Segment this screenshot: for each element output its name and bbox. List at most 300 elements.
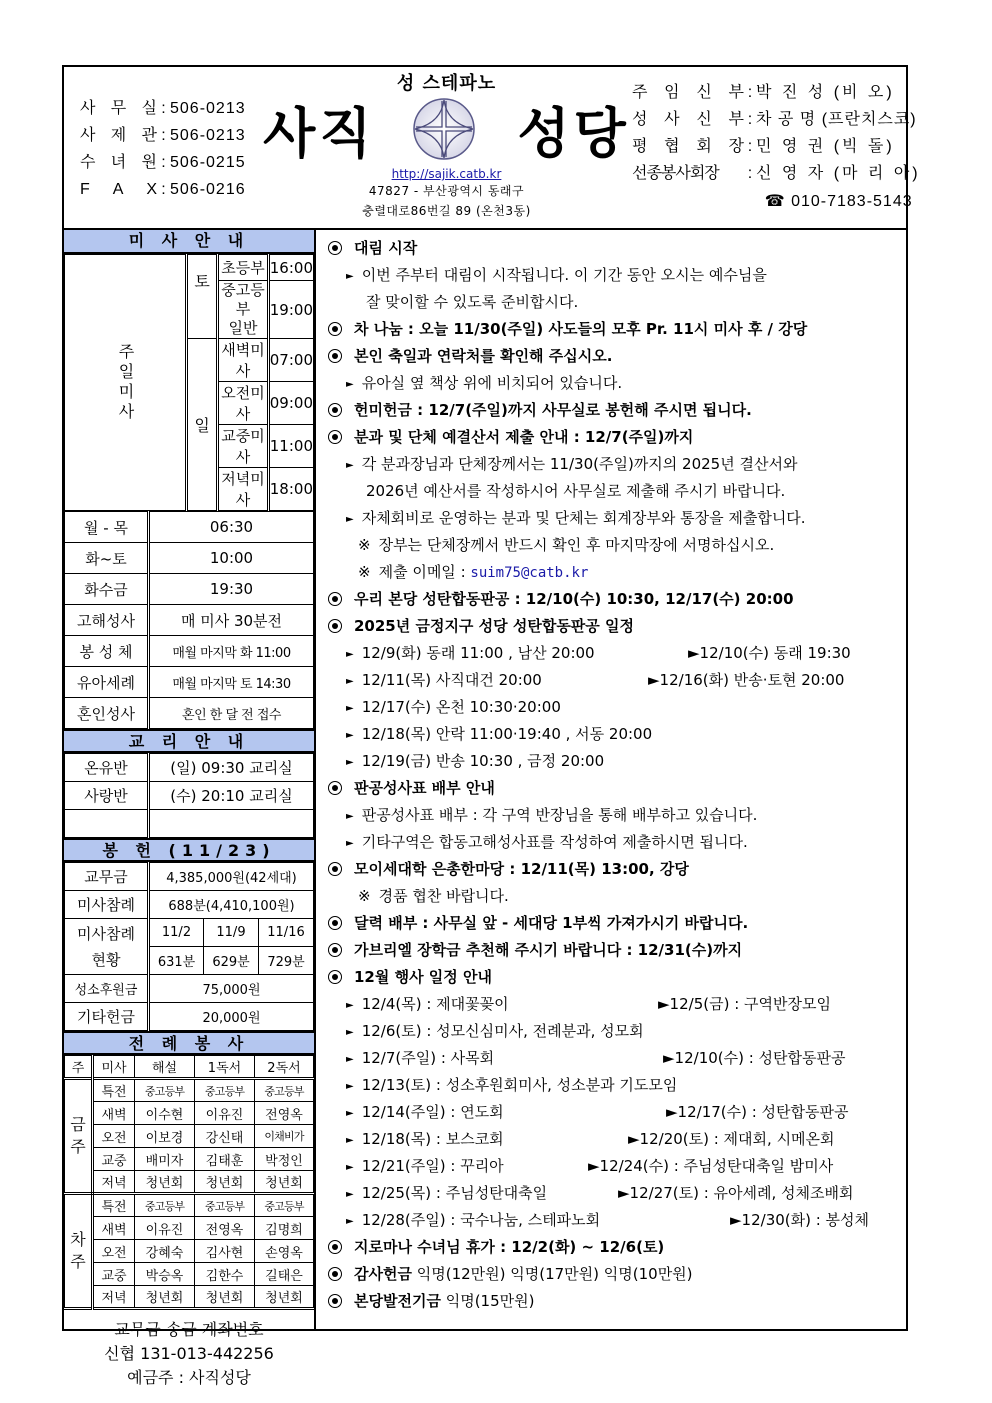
reader-1: 청년회: [195, 1286, 255, 1309]
schedule-time: 10:00: [149, 543, 314, 574]
table-header-row: [65, 1056, 314, 1079]
triangle-bullet-icon: ►: [346, 1162, 354, 1173]
notice-item-text: 12/21(주일) : 꾸리아: [361, 1157, 504, 1175]
notice-heading-text: 판공성사표 배부 안내: [354, 779, 495, 797]
label-char: 수: [80, 154, 97, 171]
saturday-label: 토: [187, 255, 218, 339]
mass-name: 새벽미사: [218, 339, 269, 382]
notice-item-pair: [318, 1180, 906, 1207]
reader-1: 이유진: [195, 1102, 255, 1125]
notice-heading-text: 헌미헌금 : 12/7(주일)까지 사무실로 봉헌해 주시면 됩니다.: [354, 401, 752, 419]
label-text: 선종봉사회장: [632, 165, 719, 182]
label-char: 사: [80, 100, 97, 117]
triangle-bullet-icon: ►: [346, 1108, 354, 1119]
radio-bullet-icon: [328, 1294, 342, 1308]
week-label: [65, 1194, 93, 1309]
notice-heading: [318, 397, 906, 424]
offering-name: 교무금: [65, 863, 149, 891]
triangle-bullet-icon: ►: [346, 1189, 354, 1200]
commentator: 청년회: [135, 1171, 195, 1194]
mass-type: 저녁: [93, 1286, 135, 1309]
triangle-bullet-icon: ►: [663, 1049, 675, 1067]
triangle-bullet-icon: ►: [666, 1103, 678, 1121]
notice-item: [318, 1180, 547, 1208]
bulletin-page: [62, 65, 921, 1387]
notice-item-text: 12/27(토) : 유아세례, 성체조배회: [629, 1184, 854, 1202]
label-char: 실: [141, 100, 158, 117]
notice-note-text: 장부는 단체장께서 반드시 확인 후 마지막장에 서명하십시오.: [378, 536, 775, 554]
notice-item-text: 판공성사표 배부 : 각 구역 반장님을 통해 배부하고 있습니다.: [361, 806, 758, 824]
table-row: [65, 1217, 314, 1240]
notice-heading-text: 12월 행사 일정 안내: [354, 968, 492, 986]
reader-2: 중고등부: [255, 1194, 314, 1217]
notice-note-text: 경품 협찬 바랍니다.: [378, 887, 509, 905]
phone-number: 010-7183-5143: [791, 193, 913, 210]
notice-item-text: 12/4(목) : 제대꽃꽂이: [361, 995, 509, 1013]
radio-bullet-icon: [328, 619, 342, 633]
notice-item-text: 12/18(목) : 보스코회: [361, 1130, 504, 1148]
column-header: 주: [65, 1056, 93, 1079]
reader-2: 손영옥: [255, 1240, 314, 1263]
commentator: 박승옥: [135, 1263, 195, 1286]
notice-heading: [318, 856, 906, 883]
notice-item-text: 12/6(토) : 성모신심미사, 전례분과, 성모회: [361, 1022, 644, 1040]
class-info: [149, 810, 314, 838]
mass-name: 오전미사: [218, 382, 269, 425]
commentator: 이보경: [135, 1125, 195, 1148]
notice-item-pair: [318, 1207, 906, 1234]
commentator: 중고등부: [135, 1079, 195, 1102]
reader-2: 이채비가: [255, 1125, 314, 1148]
week-label-line: 금: [70, 1115, 86, 1134]
mass-type: 특전: [93, 1079, 135, 1102]
notice-item-text: 잘 맞이할 수 있도록 준비합시다.: [366, 293, 579, 311]
label-char: X: [146, 181, 158, 198]
table-row: [65, 1102, 314, 1125]
liturgy-table: [64, 1055, 314, 1310]
notice-item-text: 12/10(수) : 성탄합동판공: [674, 1049, 846, 1067]
column-header: 해설: [135, 1056, 195, 1079]
label-char: 신: [696, 84, 712, 101]
notice-item: [318, 1072, 906, 1099]
notice-heading-text: 우리 본당 성탄합동판공 : 12/10(수) 10:30, 12/17(수) 20:00: [354, 590, 794, 608]
table-row: [65, 1286, 314, 1309]
notice-item: [318, 1126, 504, 1154]
triangle-bullet-icon: ►: [346, 730, 354, 741]
mass-name-line1: 중고등부: [221, 281, 265, 318]
notice-heading-text: 2025년 금정지구 성당 성탄합동판공 일정: [354, 617, 634, 635]
week-label: [65, 1079, 93, 1194]
notice-item-pair: [318, 1099, 906, 1126]
notice-item: [318, 721, 906, 748]
notice-heading: [318, 424, 906, 451]
mass-name: [218, 281, 269, 339]
reader-2: 청년회: [255, 1286, 314, 1309]
notices-list: [318, 235, 906, 1315]
notice-heading: [318, 910, 906, 937]
note-mark-icon: ※: [358, 536, 371, 554]
notice-heading-text: 달력 배부 : 사무실 앞 - 세대당 1부씩 가져가시기 바랍니다.: [354, 914, 749, 932]
triangle-bullet-icon: ►: [648, 671, 660, 689]
phone-icon: ☎: [764, 193, 786, 210]
notice-item: [588, 1153, 833, 1180]
label-char: 사: [664, 111, 680, 128]
contact-fax: [80, 176, 246, 203]
separator: :: [747, 111, 753, 128]
bank-title: 교무금 송금 계좌번호: [114, 1320, 264, 1339]
notice-item: [658, 991, 831, 1018]
schedule-time: 혼인 한 달 전 접수: [149, 698, 314, 729]
table-row: [65, 754, 314, 782]
week-label-line: 주: [70, 1252, 86, 1271]
triangle-bullet-icon: ►: [346, 676, 354, 687]
phone-number: 506-0213: [170, 127, 246, 144]
table-row: [65, 636, 314, 667]
notice-item: [318, 667, 542, 695]
staff-name: 박 진 성 (비 오): [756, 84, 895, 101]
attendance-count: 629분: [204, 947, 259, 975]
bank-account-info: [64, 1310, 314, 1390]
mass-type: 저녁: [93, 1171, 135, 1194]
table-row: [65, 863, 314, 891]
mass-time: 11:00: [268, 425, 313, 468]
triangle-bullet-icon: ►: [346, 811, 354, 822]
notice-item: [318, 1045, 494, 1073]
offering-value: 75,000원: [149, 975, 314, 1003]
staff-list: [632, 79, 921, 215]
patron-saint: 성 스테파노: [396, 73, 497, 94]
table-row: [65, 1194, 314, 1217]
triangle-bullet-icon: ►: [618, 1184, 630, 1202]
triangle-bullet-icon: ►: [346, 460, 354, 471]
mass-time: 16:00: [268, 255, 313, 281]
attendance-count: 631분: [149, 947, 204, 975]
reader-1: 강신태: [195, 1125, 255, 1148]
label-char: 협: [664, 138, 680, 155]
contact-list: [80, 95, 246, 203]
triangle-bullet-icon: ►: [346, 1054, 354, 1065]
notice-item: [648, 667, 844, 694]
offering-name: 성소후원금: [65, 975, 149, 1003]
notice-note: [318, 532, 906, 559]
notice-heading-text: 가브리엘 장학금 추천해 주시기 바랍니다 : 12/31(수)까지: [354, 941, 743, 959]
notice-item: [318, 991, 509, 1019]
schedule-name: 봉 성 체: [65, 636, 149, 667]
notice-heading: [318, 964, 906, 991]
triangle-bullet-icon: ►: [588, 1157, 600, 1175]
label-char: 주: [632, 84, 648, 101]
class-name: 사랑반: [65, 782, 149, 810]
bulletin-header: [64, 67, 921, 230]
label-char: 부: [728, 111, 744, 128]
mass-time: 19:00: [268, 281, 313, 339]
schedule-name: 유아세례: [65, 667, 149, 698]
reader-1: 김한수: [195, 1263, 255, 1286]
notice-item-text: 12/30(화) : 봉성체: [741, 1211, 870, 1229]
reader-2: 길태은: [255, 1263, 314, 1286]
mass-schedule-table: [64, 254, 314, 511]
triangle-bullet-icon: ►: [346, 1135, 354, 1146]
table-row: [65, 512, 314, 543]
notice-email-note: [318, 559, 906, 586]
contact-office: [80, 95, 246, 122]
notice-item-text: 12/13(토) : 성소후원회미사, 성소분과 기도모임: [361, 1076, 678, 1094]
notice-item-text: 자체회비로 운영하는 분과 및 단체는 회계장부와 통장을 제출합니다.: [361, 509, 806, 527]
week-label-line: 차: [70, 1230, 86, 1249]
contact-rectory: [80, 122, 246, 149]
triangle-bullet-icon: ►: [730, 1211, 742, 1229]
column-header: 1독서: [195, 1056, 255, 1079]
notice-item-text: 12/11(목) 사직대건 20:00: [361, 671, 542, 689]
column-header: 미사: [93, 1056, 135, 1079]
mass-type: 오전: [93, 1125, 135, 1148]
notice-heading-text: 분과 및 단체 예결산서 제출 안내 : 12/7(주일)까지: [354, 428, 694, 446]
table-row: [65, 605, 314, 636]
triangle-bullet-icon: ►: [346, 838, 354, 849]
radio-bullet-icon: [328, 241, 342, 255]
table-row: [65, 574, 314, 605]
schedule-time: 06:30: [149, 512, 314, 543]
mass-name: 교중미사: [218, 425, 269, 468]
notice-note: [318, 883, 906, 910]
reader-1: 전영옥: [195, 1217, 255, 1240]
radio-bullet-icon: [328, 403, 342, 417]
radio-bullet-icon: [328, 349, 342, 363]
offering-value: 688분(4,410,100원): [149, 891, 314, 919]
notice-item: [318, 1099, 504, 1127]
schedule-name: 혼인성사: [65, 698, 149, 729]
reader-1: 김태훈: [195, 1148, 255, 1171]
notice-item-continued: [318, 478, 906, 505]
table-row: [65, 1263, 314, 1286]
triangle-bullet-icon: ►: [688, 644, 700, 662]
class-name: 온유반: [65, 754, 149, 782]
notice-item-pair: [318, 1126, 906, 1153]
reader-2: 김명희: [255, 1217, 314, 1240]
table-row: [65, 698, 314, 729]
reader-1: 청년회: [195, 1171, 255, 1194]
radio-bullet-icon: [328, 916, 342, 930]
schedule-name: 화수금: [65, 574, 149, 605]
commentator: 이수현: [135, 1102, 195, 1125]
mass-schedule-title: 미 사 안 내: [64, 230, 314, 254]
staff-council-president: [632, 133, 921, 160]
notice-item: [666, 1099, 849, 1126]
notice-item-text: 12/25(목) : 주님성탄대축일: [361, 1184, 548, 1202]
sunday-mass-label: [65, 255, 187, 511]
triangle-bullet-icon: ►: [346, 757, 354, 768]
notice-item-text: 12/28(주일) : 국수나눔, 스테파노회: [361, 1211, 601, 1229]
commentator: 강혜숙: [135, 1240, 195, 1263]
commentator: 중고등부: [135, 1194, 195, 1217]
contact-convent: [80, 149, 246, 176]
schedule-name: 화~토: [65, 543, 149, 574]
notice-item: [318, 829, 906, 856]
table-row: [65, 1240, 314, 1263]
notice-item-text: 12/17(수) : 성탄합동판공: [677, 1103, 849, 1121]
notice-item-text: 기타구역은 합동고해성사표를 작성하여 제출하시면 됩니다.: [361, 833, 748, 851]
label-char: 성: [632, 111, 648, 128]
fax-number: 506-0216: [170, 181, 246, 198]
separator: :: [747, 138, 753, 155]
mass-time: 09:00: [268, 382, 313, 425]
staff-name: 차 공 명 (프란치스코): [756, 111, 917, 128]
notice-item-text: 2026년 예산서를 작성하시어 사무실로 제출해 주시기 바랍니다.: [366, 482, 786, 500]
notice-detail-text: 익명(15만원): [440, 1292, 535, 1310]
staff-assistant-priest: [632, 106, 921, 133]
notice-heading-text: 대림 시작: [354, 239, 418, 257]
mass-name-line2: 일반: [228, 319, 258, 337]
table-row: [65, 1003, 314, 1031]
notice-heading: [318, 937, 906, 964]
attendance-count: 729분: [259, 947, 314, 975]
table-row: [65, 891, 314, 919]
parish-name-right: 성당: [517, 101, 630, 165]
address-line-2: 충렬대로86번길 89 (온천3동): [362, 204, 531, 218]
notice-item-text: 12/9(화) 동래 11:00 , 남산 20:00: [361, 644, 595, 662]
offering-name: 기타헌금: [65, 1003, 149, 1031]
attendance-label-line2: 현황: [91, 950, 121, 969]
note-mark-icon: ※: [358, 887, 371, 905]
table-row: [65, 255, 314, 281]
notice-heading: [318, 613, 906, 640]
notice-detail-text: 익명(12만원) 익명(17만원) 익명(10만원): [411, 1265, 693, 1283]
notice-item-text: 12/18(목) 안락 11:00·19:40 , 서동 20:00: [361, 725, 653, 743]
radio-bullet-icon: [328, 430, 342, 444]
bank-account-number: 신협 131-013-442256: [104, 1344, 274, 1363]
label-char: A: [112, 181, 125, 198]
mass-type: 특전: [93, 1194, 135, 1217]
label-char: 평: [632, 138, 648, 155]
notice-item: [663, 1045, 846, 1072]
schedule-name: 고해성사: [65, 605, 149, 636]
reader-2: 중고등부: [255, 1079, 314, 1102]
reader-2: 박정인: [255, 1148, 314, 1171]
separator: :: [747, 84, 753, 101]
table-row: [65, 1079, 314, 1102]
notice-item: [318, 262, 906, 289]
notice-item-text: 12/14(주일) : 연도회: [361, 1103, 504, 1121]
notice-item-text: 12/5(금) : 구역반장모임: [669, 995, 831, 1013]
mass-type: 새벽: [93, 1217, 135, 1240]
radio-bullet-icon: [328, 322, 342, 336]
triangle-bullet-icon: ►: [346, 514, 354, 525]
radio-bullet-icon: [328, 970, 342, 984]
mass-type: 오전: [93, 1240, 135, 1263]
notice-heading-text: 본인 축일과 연락처를 확인해 주십시오.: [354, 347, 613, 365]
triangle-bullet-icon: ►: [628, 1130, 640, 1148]
notice-heading-text: 모이세대학 은총한마당 : 12/11(목) 13:00, 강당: [354, 860, 689, 878]
table-row: [65, 667, 314, 698]
catechism-title: 교 리 안 내: [64, 729, 314, 753]
liturgy-title: 전 례 봉 사: [64, 1031, 314, 1055]
reader-2: 전영옥: [255, 1102, 314, 1125]
staff-name: 민 영 권 (빅 돌): [756, 138, 895, 155]
phone-number: 506-0215: [170, 154, 246, 171]
note-mark-icon: ※: [358, 563, 371, 581]
parish-name: [259, 93, 634, 165]
mass-time: 18:00: [268, 468, 313, 511]
separator: :: [161, 100, 167, 117]
notice-item-pair: [318, 640, 906, 667]
radio-bullet-icon: [328, 781, 342, 795]
notice-item-text: 12/17(수) 온천 10:30·20:00: [361, 698, 561, 716]
notice-item: [688, 640, 851, 667]
commentator: 이유진: [135, 1217, 195, 1240]
offering-name: 미사참례: [65, 891, 149, 919]
notice-item-pair: [318, 667, 906, 694]
notice-item-text: 12/16(화) 반송·토현 20:00: [659, 671, 845, 689]
attendance-date: 11/9: [204, 919, 259, 947]
separator: :: [747, 165, 753, 182]
reader-1: 중고등부: [195, 1079, 255, 1102]
label-char: 부: [728, 84, 744, 101]
attendance-label: [65, 919, 149, 975]
notice-heading: [318, 1261, 906, 1288]
table-row: [65, 1125, 314, 1148]
email-link[interactable]: suim75@catb.kr: [470, 565, 589, 581]
notice-item: [318, 694, 906, 721]
class-info: (일) 09:30 교리실: [149, 754, 314, 782]
label-char: 임: [664, 84, 680, 101]
class-info: (수) 20:10 교리실: [149, 782, 314, 810]
staff-funeral-ministry: [632, 160, 921, 187]
notice-item-text: 12/7(주일) : 사목회: [361, 1049, 495, 1067]
label-char: 제: [110, 127, 128, 144]
table-row: [65, 1148, 314, 1171]
notice-item-text: 이번 주부터 대림이 시작됩니다. 이 기간 동안 오시는 예수님을: [361, 266, 767, 284]
table-row: [65, 1171, 314, 1194]
separator: :: [161, 181, 167, 198]
notice-item: [318, 451, 906, 478]
parish-phone: [632, 188, 921, 215]
notice-heading-text: 차 나눔 : 오늘 11/30(주일) 사도들의 모후 Pr. 11시 미사 후 / 강당: [354, 320, 808, 338]
offering-value: 4,385,000원(42세대): [149, 863, 314, 891]
notice-item: [318, 1018, 906, 1045]
radio-bullet-icon: [328, 1240, 342, 1254]
notice-heading: [318, 1234, 906, 1261]
attendance-date: 11/2: [149, 919, 204, 947]
parish-brand: [259, 67, 634, 227]
notice-item: [318, 370, 906, 397]
commentator: 배미자: [135, 1148, 195, 1171]
parish-name-left: 사직: [263, 101, 376, 165]
label-char: F: [80, 181, 91, 198]
separator: :: [161, 127, 167, 144]
mass-type: 교중: [93, 1148, 135, 1171]
mass-name: 저녁미사: [218, 468, 269, 511]
schedule-time: 19:30: [149, 574, 314, 605]
notice-item: [318, 748, 906, 775]
radio-bullet-icon: [328, 862, 342, 876]
commentator: 청년회: [135, 1286, 195, 1309]
attendance-date: 11/16: [259, 919, 314, 947]
notice-item: [730, 1207, 869, 1234]
radio-bullet-icon: [328, 1267, 342, 1281]
triangle-bullet-icon: ►: [346, 271, 354, 282]
left-sidebar: [64, 230, 316, 1387]
label-char: 사: [80, 127, 97, 144]
phone-number: 506-0213: [170, 100, 246, 117]
weekday-schedule-table: [64, 511, 314, 729]
parish-website-link[interactable]: http://sajik.catb.kr: [391, 167, 502, 181]
notice-item-continued: [318, 289, 906, 316]
mass-name: 초등부: [218, 255, 269, 281]
staff-pastor: [632, 79, 921, 106]
notice-heading-text: 감사헌금: [354, 1265, 412, 1283]
email-label: 제출 이메일 :: [378, 563, 471, 581]
staff-name: 신 영 자 (마 리 아): [756, 165, 921, 182]
